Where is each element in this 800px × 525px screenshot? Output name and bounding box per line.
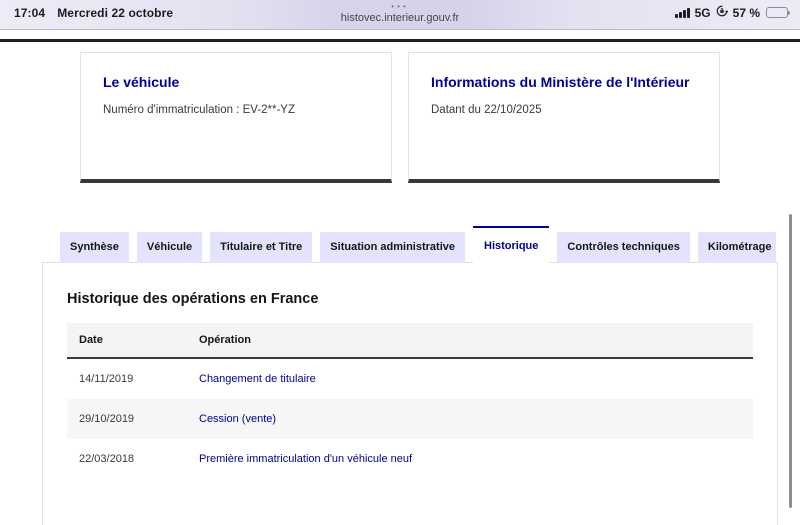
scrollbar-thumb[interactable] — [789, 214, 792, 508]
operation-date: 29/10/2019 — [79, 413, 135, 425]
table-row — [67, 399, 753, 439]
status-date: Mercredi 22 octobre — [57, 6, 174, 20]
rotation-lock-icon — [716, 5, 728, 20]
clock: 17:04 — [14, 6, 46, 20]
vehicle-card-body: Numéro d'immatriculation : EV-2**-YZ — [103, 103, 296, 116]
table-header-row — [67, 323, 753, 358]
tab-vehicule[interactable]: Véhicule — [137, 232, 202, 263]
operation-link[interactable]: Changement de titulaire — [199, 373, 316, 385]
tab-historique[interactable]: Historique — [473, 226, 549, 263]
tab-titulaire-et-titre[interactable]: Titulaire et Titre — [210, 232, 312, 263]
vehicle-card — [80, 52, 392, 183]
ministry-card-title: Informations du Ministère de l'Intérieur — [431, 74, 690, 90]
ipad-status-bar — [0, 0, 800, 30]
cellular-signal-icon — [675, 8, 690, 18]
column-header-date: Date — [67, 323, 187, 358]
ministry-card-body: Datant du 22/10/2025 — [431, 103, 542, 116]
address-bar[interactable]: histovec.interieur.gouv.fr — [340, 12, 460, 24]
header-divider — [0, 39, 800, 42]
tab-bar — [60, 226, 776, 263]
vehicle-card-title: Le véhicule — [103, 74, 180, 90]
operation-date: 22/03/2018 — [79, 453, 135, 465]
operations-table — [67, 323, 753, 479]
panel-heading: Historique des opérations en France — [67, 291, 319, 307]
ministry-info-card — [408, 52, 720, 183]
battery-icon — [766, 7, 788, 18]
historique-panel — [42, 262, 778, 525]
table-row — [67, 439, 753, 479]
table-row — [67, 358, 753, 399]
tab-situation-administrative[interactable]: Situation administrative — [320, 232, 465, 263]
operation-date: 14/11/2019 — [79, 373, 134, 385]
summary-cards — [80, 52, 720, 183]
tab-overflow-dots-icon[interactable]: ••• — [391, 2, 409, 11]
network-type-label: 5G — [694, 5, 711, 20]
tab-synthese[interactable]: Synthèse — [60, 232, 129, 263]
status-right — [675, 5, 788, 20]
operation-link[interactable]: Cession (vente) — [199, 413, 277, 425]
tab-controles-techniques[interactable]: Contrôles techniques — [557, 232, 689, 263]
tab-kilometrage[interactable]: Kilométrage — [698, 232, 776, 263]
column-header-operation: Opération — [187, 323, 753, 358]
operation-link[interactable]: Première immatriculation d'un véhicule neuf — [199, 453, 413, 465]
battery-percent-label: 57 % — [732, 5, 760, 20]
